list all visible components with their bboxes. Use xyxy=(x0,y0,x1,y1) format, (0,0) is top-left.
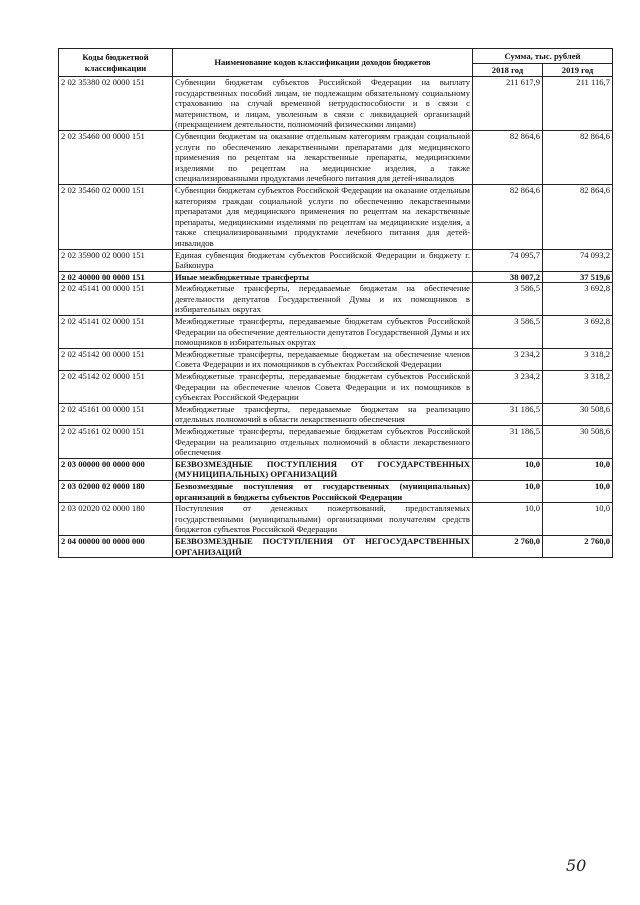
row-name: Поступления от денежных пожертвований, предоставляемых государственными (муниципальными) организациями получателям средств бюджетов субъектов Российской Федерации xyxy=(173,503,473,536)
table-body xyxy=(59,77,613,558)
row-value-2018: 3 586,5 xyxy=(473,316,543,349)
row-name: Иные межбюджетные трансферты xyxy=(173,271,473,283)
row-code: 2 02 45142 02 0000 151 xyxy=(59,371,173,404)
row-value-2018: 38 007,2 xyxy=(473,271,543,283)
row-value-2018: 10,0 xyxy=(473,480,543,502)
row-code: 2 02 45141 02 0000 151 xyxy=(59,316,173,349)
row-value-2019: 82 864,6 xyxy=(543,184,613,249)
row-name: Субвенции бюджетам субъектов Российской Федерации на выплату государственных пособий лицам, не подлежащим обязательному социальному страхованию на случай временной нетрудоспособности и в связи с материнством, и лицам, уволенным в связи с ликвидацией организаций (прекращением деятельности, полномочий физическими лицами) xyxy=(173,77,473,131)
row-name: Субвенции бюджетам на оказание отдельным категориям граждан социальной услуги по обеспечению лекарственными препаратами для медицинского применения по рецептам на лекарственные препараты, медицинскими изделиями по рецептам на медицинские изделия, а также специализированными продуктами лечебного питания для детей-инвалидов xyxy=(173,130,473,184)
row-value-2018: 82 864,6 xyxy=(473,184,543,249)
row-value-2019: 3 692,8 xyxy=(543,283,613,316)
row-value-2018: 2 760,0 xyxy=(473,535,543,557)
row-value-2019: 10,0 xyxy=(543,503,613,536)
row-value-2019: 30 508,6 xyxy=(543,426,613,459)
row-name: Единая субвенция бюджетам субъектов Российской Федерации и бюджету г. Байконура xyxy=(173,249,473,271)
table-row xyxy=(59,503,613,536)
table-row xyxy=(59,271,613,283)
row-name: Безвозмездные поступления от государственных (муниципальных) организаций в бюджеты субъектов Российской Федерации xyxy=(173,480,473,502)
row-code: 2 02 35460 02 0000 151 xyxy=(59,184,173,249)
row-value-2018: 10,0 xyxy=(473,503,543,536)
table-row xyxy=(59,535,613,557)
row-value-2018: 10,0 xyxy=(473,458,543,480)
year-2019-header: 2019 год xyxy=(543,64,613,77)
row-value-2018: 3 234,2 xyxy=(473,371,543,404)
row-name: БЕЗВОЗМЕЗДНЫЕ ПОСТУПЛЕНИЯ ОТ НЕГОСУДАРСТВЕННЫХ ОРГАНИЗАЦИЙ xyxy=(173,535,473,557)
sum-column-header: Сумма, тыс. рублей xyxy=(473,49,613,64)
table-row xyxy=(59,283,613,316)
row-code: 2 03 02000 02 0000 180 xyxy=(59,480,173,502)
row-name: Межбюджетные трансферты, передаваемые бюджетам субъектов Российской Федерации на обеспечение членов Совета Федерации и их помощников в субъектах Российской Федерации xyxy=(173,371,473,404)
table-row xyxy=(59,249,613,271)
row-value-2019: 2 760,0 xyxy=(543,535,613,557)
row-name: БЕЗВОЗМЕЗДНЫЕ ПОСТУПЛЕНИЯ ОТ ГОСУДАРСТВЕННЫХ (МУНИЦИПАЛЬНЫХ) ОРГАНИЗАЦИЙ xyxy=(173,458,473,480)
row-code: 2 02 45141 00 0000 151 xyxy=(59,283,173,316)
row-value-2019: 3 318,2 xyxy=(543,348,613,370)
row-code: 2 02 45161 00 0000 151 xyxy=(59,403,173,425)
row-code: 2 02 40000 00 0000 151 xyxy=(59,271,173,283)
budget-revenue-table xyxy=(58,48,613,558)
row-name: Межбюджетные трансферты, передаваемые бюджетам на обеспечение деятельности депутатов Государственной Думы и их помощников в избирательных округах xyxy=(173,283,473,316)
row-code: 2 02 35900 02 0000 151 xyxy=(59,249,173,271)
row-value-2018: 211 617,9 xyxy=(473,77,543,131)
row-value-2019: 74 093,2 xyxy=(543,249,613,271)
row-value-2019: 10,0 xyxy=(543,480,613,502)
row-value-2018: 82 864,6 xyxy=(473,130,543,184)
table-row xyxy=(59,348,613,370)
table-row xyxy=(59,426,613,459)
page-number: 50 xyxy=(566,856,587,875)
table-row xyxy=(59,371,613,404)
row-name: Межбюджетные трансферты, передаваемые бюджетам на реализацию отдельных полномочий в области лекарственного обеспечения xyxy=(173,403,473,425)
row-code: 2 02 45142 00 0000 151 xyxy=(59,348,173,370)
row-code: 2 02 45161 02 0000 151 xyxy=(59,426,173,459)
row-name: Межбюджетные трансферты, передаваемые бюджетам на обеспечение членов Совета Федерации и их помощников в субъектах Российской Федерации xyxy=(173,348,473,370)
row-value-2019: 82 864,6 xyxy=(543,130,613,184)
row-code: 2 04 00000 00 0000 000 xyxy=(59,535,173,557)
row-value-2019: 37 519,6 xyxy=(543,271,613,283)
table-row xyxy=(59,184,613,249)
table-row xyxy=(59,458,613,480)
row-name: Субвенции бюджетам субъектов Российской Федерации на оказание отдельным категориям граждан социальной услуги по обеспечению лекарственными препаратами для медицинского применения по рецептам на лекарственные препараты, медицинскими изделиями по рецептам на медицинские изделия, а также специализированными продуктами лечебного питания для детей-инвалидов xyxy=(173,184,473,249)
row-code: 2 02 35380 02 0000 151 xyxy=(59,77,173,131)
row-value-2018: 3 586,5 xyxy=(473,283,543,316)
row-code: 2 02 35460 00 0000 151 xyxy=(59,130,173,184)
row-value-2019: 30 508,6 xyxy=(543,403,613,425)
row-value-2018: 3 234,2 xyxy=(473,348,543,370)
table-row xyxy=(59,403,613,425)
row-code: 2 03 00000 00 0000 000 xyxy=(59,458,173,480)
row-value-2019: 3 692,8 xyxy=(543,316,613,349)
row-code: 2 03 02020 02 0000 180 xyxy=(59,503,173,536)
row-value-2019: 211 116,7 xyxy=(543,77,613,131)
row-value-2018: 31 186,5 xyxy=(473,403,543,425)
row-value-2018: 74 095,7 xyxy=(473,249,543,271)
name-column-header: Наименование кодов классификации доходов бюджетов xyxy=(173,49,473,77)
table-row xyxy=(59,480,613,502)
row-value-2018: 31 186,5 xyxy=(473,426,543,459)
row-name: Межбюджетные трансферты, передаваемые бюджетам субъектов Российской Федерации на обеспечение деятельности депутатов Государственной Думы и их помощников в избирательных округах xyxy=(173,316,473,349)
row-value-2019: 10,0 xyxy=(543,458,613,480)
table-row xyxy=(59,130,613,184)
table-row xyxy=(59,77,613,131)
row-name: Межбюджетные трансферты, передаваемые бюджетам субъектов Российской Федерации на реализацию отдельных полномочий в области лекарственного обеспечения xyxy=(173,426,473,459)
table-row xyxy=(59,316,613,349)
year-2018-header: 2018 год xyxy=(473,64,543,77)
codes-column-header: Коды бюджетной классификации xyxy=(59,49,173,77)
row-value-2019: 3 318,2 xyxy=(543,371,613,404)
